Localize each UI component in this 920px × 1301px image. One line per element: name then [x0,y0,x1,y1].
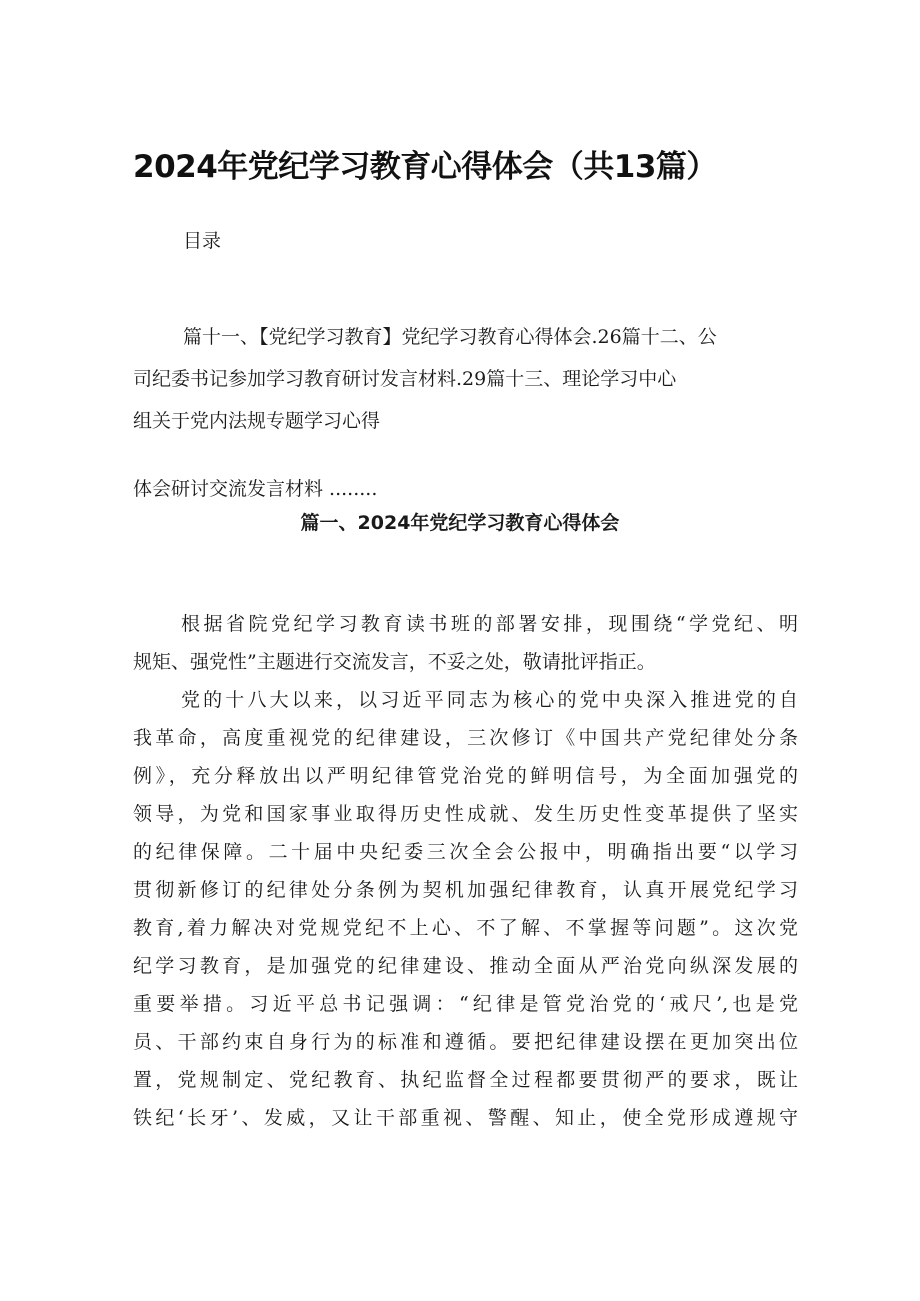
paragraph-line: 员、干部约束自身行为的标准和遵循。要把纪律建设摆在更加突出位 [133,1031,798,1053]
section-heading: 篇一、2024年党纪学习教育心得体会 [300,512,620,534]
toc-entry-line: 篇十一、【党纪学习教育】党纪学习教育心得体会.26篇十二、公 [183,326,717,348]
paragraph-line: 例》，充分释放出以严明纪律管党治党的鲜明信号，为全面加强党的 [133,765,798,787]
paragraph-line: 重要举措。习近平总书记强调：“纪律是管党治党的‘戒尺’,也是党 [133,993,798,1015]
paragraph-line: 纪学习教育，是加强党的纪律建设、推动全面从严治党向纵深发展的 [133,955,798,977]
toc-entry-tail: 体会研讨交流发言材料 ........ [133,478,378,500]
paragraph-line: 规矩、强党性”主题进行交流发言，不妥之处，敬请批评指正。 [133,651,656,673]
toc-heading: 目录 [183,230,222,252]
paragraph-line: 根据省院党纪学习教育读书班的部署安排，现围绕“学党纪、明 [181,613,798,635]
paragraph-line: 置，党规制定、党纪教育、执纪监督全过程都要贯彻严的要求，既让 [133,1069,798,1091]
paragraph-line: 的纪律保障。二十届中央纪委三次全会公报中，明确指出要“以学习 [133,841,798,863]
toc-entries [133,322,793,436]
toc-entry-line: 司纪委书记参加学习教育研讨发言材料.29篇十三、理论学习中心 [133,368,677,390]
paragraph-line: 领导，为党和国家事业取得历史性成就、发生历史性变革提供了坚实 [133,803,798,825]
paragraph-line: 党的十八大以来，以习近平同志为核心的党中央深入推进党的自 [181,689,798,711]
paragraph-line: 铁纪‘长牙’、发威，又让干部重视、警醒、知止，使全党形成遵规守 [133,1107,798,1129]
paragraph-line: 我革命，高度重视党的纪律建设，三次修订《中国共产党纪律处分条 [133,727,798,749]
body-text [133,605,798,1137]
document-title: 2024年党纪学习教育心得体会（共13篇） [133,149,717,185]
toc-entry-line: 组关于党内法规专题学习心得 [133,410,381,432]
paragraph-line: 贯彻新修订的纪律处分条例为契机加强纪律教育，认真开展党纪学习 [133,879,798,901]
paragraph-line: 教育,着力解决对党规党纪不上心、不了解、不掌握等问题”。这次党 [133,917,798,939]
